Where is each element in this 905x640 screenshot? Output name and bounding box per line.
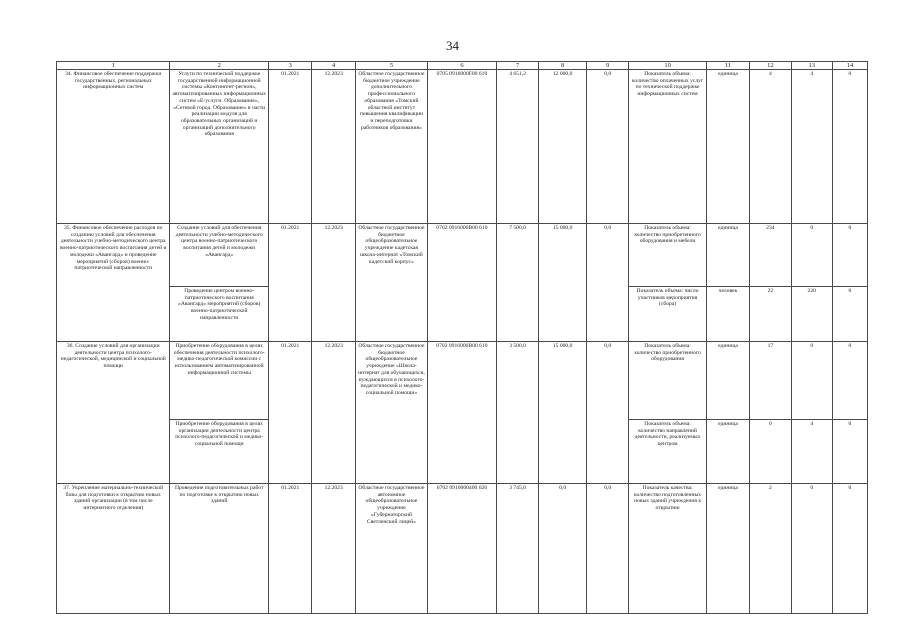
value-cell: 0 xyxy=(832,342,867,420)
budget-code-cell: 0702 0916000400 620 xyxy=(427,484,496,614)
measure-cell: Проведение подготовительных работ по подготовке к открытию новых зданий xyxy=(170,484,269,614)
unit-cell: единица xyxy=(706,484,749,614)
value-cell: 22 xyxy=(750,287,791,342)
amount-cell: 0,0 xyxy=(586,342,628,484)
measure-cell: Создание условий для обеспечения деятельности учебно-методического центра военно-патриотического воспитания детей и молодежи «Авангард» xyxy=(170,224,269,287)
column-number: 8 xyxy=(539,62,587,70)
column-number: 2 xyxy=(170,62,269,70)
amount-cell: 12 000,0 xyxy=(539,70,587,224)
amount-cell: 3 500,0 xyxy=(496,342,538,484)
column-number-row xyxy=(57,62,868,70)
column-number: 5 xyxy=(355,62,427,70)
end-date-cell: 12.2023 xyxy=(312,342,355,484)
amount-cell: 0,0 xyxy=(539,484,587,614)
end-date-cell: 12.2023 xyxy=(312,70,355,224)
unit-cell: человек xyxy=(706,287,749,342)
start-date-cell: 01.2021 xyxy=(269,224,312,342)
value-cell: 4 xyxy=(791,420,832,484)
indicator-cell: Показатель объема: количество приобретенного оборудования и мебели xyxy=(629,224,706,287)
value-cell: 234 xyxy=(750,224,791,287)
activity-name-cell: 36. Создание условий для организации деятельности центра психолого-педагогической, медицинской и социальной помощи xyxy=(57,342,170,484)
amount-cell: 4 651,2 xyxy=(496,70,538,224)
indicator-cell: Показатель объема: количество приобретенного оборудования xyxy=(629,342,706,420)
unit-cell: единица xyxy=(706,420,749,484)
column-number: 4 xyxy=(312,62,355,70)
unit-cell: единица xyxy=(706,224,749,287)
column-number: 14 xyxy=(832,62,867,70)
column-number: 13 xyxy=(791,62,832,70)
value-cell: 0 xyxy=(791,484,832,614)
value-cell: 0 xyxy=(832,70,867,224)
measure-cell: Приобретение оборудования в целях организации деятельности центра психолого-педагогической и медико-социальной помощи xyxy=(170,420,269,484)
page-number: 34 xyxy=(446,38,459,53)
column-number: 11 xyxy=(706,62,749,70)
value-cell: 0 xyxy=(832,420,867,484)
amount-cell: 3 745,0 xyxy=(496,484,538,614)
value-cell: 0 xyxy=(832,224,867,287)
amount-cell: 15 000,0 xyxy=(539,224,587,342)
executor-cell: Областное государственное автономное общеобразовательное учреждение «Губернаторский Светленский лицей» xyxy=(355,484,427,614)
measure-cell: Приобретение оборудования в целях обеспечения деятельности психолого-медико-педагогической комиссии с использованием автоматизированной информационной системы xyxy=(170,342,269,420)
end-date-cell: 12.2023 xyxy=(312,484,355,614)
column-number: 10 xyxy=(629,62,706,70)
amount-cell: 0,0 xyxy=(586,484,628,614)
budget-code-cell: 0705 0916000F00 610 xyxy=(427,70,496,224)
value-cell: 0 xyxy=(832,484,867,614)
column-number: 12 xyxy=(750,62,791,70)
amount-cell: 0,0 xyxy=(586,70,628,224)
unit-cell: единица xyxy=(706,342,749,420)
indicator-cell: Показатель качества: количество подготовленных новых зданий учреждения к открытию xyxy=(629,484,706,614)
column-number: 7 xyxy=(496,62,538,70)
table-row xyxy=(57,484,868,614)
value-cell: 4 xyxy=(791,70,832,224)
value-cell: 220 xyxy=(791,287,832,342)
table-row xyxy=(57,224,868,287)
value-cell: 0 xyxy=(832,287,867,342)
budget-code-cell: 0702 0916000B00 610 xyxy=(427,224,496,342)
activity-name-cell: 37. Укрепление материально-технической базы для подготовки к открытию новых зданий организации (в том числе интернатного отделения) xyxy=(57,484,170,614)
value-cell: 2 xyxy=(750,484,791,614)
column-number: 1 xyxy=(57,62,170,70)
indicator-cell: Показатель объема: количество направлений деятельности, реализуемых центром xyxy=(629,420,706,484)
executor-cell: Областное государственное бюджетное общеобразовательное учреждение «Школа-интернат для обучающихся, нуждающихся в психолого-педагогической и медико-социальной помощи» xyxy=(355,342,427,484)
executor-cell: Областное государственное бюджетное учреждение дополнительного профессионального образования «Томский областной институт повышения квалификации и переподготовки работников образования» xyxy=(355,70,427,224)
value-cell: 0 xyxy=(791,224,832,287)
start-date-cell: 01.2021 xyxy=(269,484,312,614)
amount-cell: 15 000,0 xyxy=(539,342,587,484)
measure-cell: Услуги по технической поддержке государственной информационной системы «Контингент-регион», автоматизированных информационных систем «Е-услуги. Образование», «Сетевой город. Образование» в части реализации модуля для образовательных организаций и организаций дополнительного образования xyxy=(170,70,269,224)
value-cell: 4 xyxy=(750,70,791,224)
start-date-cell: 01.2021 xyxy=(269,342,312,484)
table-row xyxy=(57,70,868,224)
activity-name-cell: 35. Финансовое обеспечение расходов по созданию условий для обеспечения деятельности учебно-методического центра военно-патриотического воспитания детей и молодежи «Авангард» и проведение мероприятий (сборов) военно-патриотической направленности xyxy=(57,224,170,342)
start-date-cell: 01.2021 xyxy=(269,70,312,224)
column-number: 9 xyxy=(586,62,628,70)
value-cell: 0 xyxy=(791,342,832,420)
indicator-cell: Показатель объема: количество оплаченных услуг по технической поддержке информационных систем xyxy=(629,70,706,224)
value-cell: 0 xyxy=(750,420,791,484)
activity-name-cell: 34. Финансовое обеспечение поддержки государственных, региональных информационных систем xyxy=(57,70,170,224)
measure-cell: Проведение центром военно-патриотического воспитания «Авангард» мероприятий (сборов) военно-патриотической направленности xyxy=(170,287,269,342)
amount-cell: 7 500,0 xyxy=(496,224,538,342)
budget-code-cell: 0702 0916000B00 610 xyxy=(427,342,496,484)
indicator-cell: Показатель объема: число участников мероприятия (сбора) xyxy=(629,287,706,342)
program-table xyxy=(56,61,868,614)
unit-cell: единица xyxy=(706,70,749,224)
end-date-cell: 12.2023 xyxy=(312,224,355,342)
column-number: 3 xyxy=(269,62,312,70)
amount-cell: 0,0 xyxy=(586,224,628,342)
executor-cell: Областное государственное бюджетное общеобразовательное учреждение кадетская школа-интернат «Томский кадетский корпус» xyxy=(355,224,427,342)
table-row xyxy=(57,342,868,420)
value-cell: 17 xyxy=(750,342,791,420)
column-number: 6 xyxy=(427,62,496,70)
